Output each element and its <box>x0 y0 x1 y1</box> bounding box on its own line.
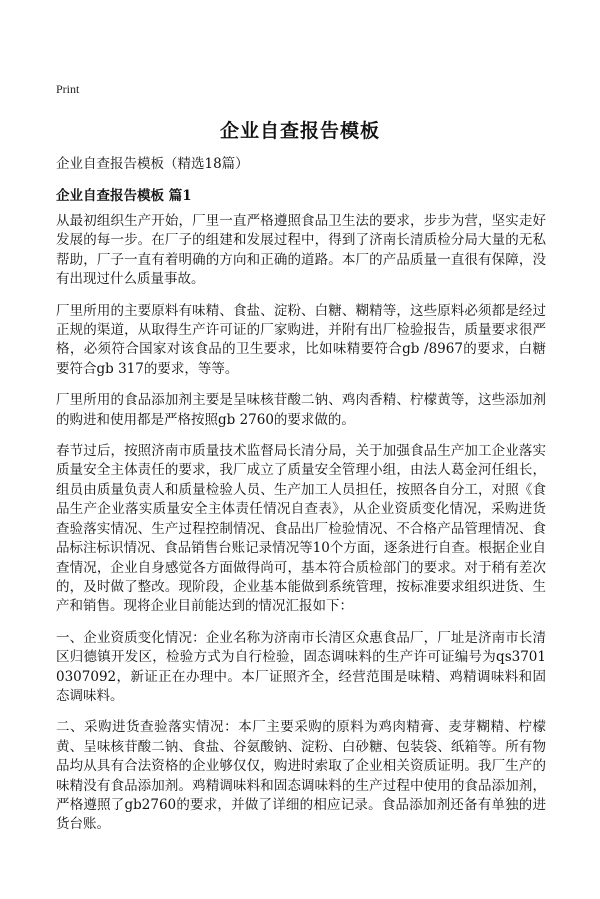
paragraph-2: 厂里所用的主要原料有味精、食盐、淀粉、白糖、糊精等，这些原料必须都是经过正规的渠道，从取得生产许可证的厂家购进，并附有出厂检验报告，质量要求很严格，必须符合国家对该食品的卫生要求，比如味精要符合gb /8967的要求，白糖要符合gb 317的要求，等等。 <box>56 302 546 377</box>
paragraph-6: 二、采购进货查验落实情况：本厂主要采购的原料为鸡肉精膏、麦芽糊精、柠檬黄、呈味核苷酸二钠、食盐、谷氨酸钠、淀粉、白砂糖、包装袋、纸箱等。所有物品均从具有合法资格的企业够仅仅，购进时索取了企业相关资质证明。我厂生产的味精没有食品添加剂。鸡精调味料和固态调味料的生产过程中使用的食品添加剂，严格遵照了gb2760的要求，并做了详细的相应记录。食品添加剂还备有单独的进货台账。 <box>56 719 546 833</box>
print-label: Print <box>56 82 80 96</box>
section-heading: 企业自查报告模板 篇1 <box>56 188 192 204</box>
document-title: 企业自查报告模板 <box>219 120 380 142</box>
body-text <box>56 212 546 847</box>
document-subtitle: 企业自查报告模板（精选18篇） <box>56 156 249 172</box>
paragraph-4: 春节过后，按照济南市质量技术监督局长清分局，关于加强食品生产加工企业落实质量安全主体责任的要求，我厂成立了质量安全管理小组，由法人葛金河任组长，组员由质量负责人和质量检验人员、生产加工人员担任，按照各自分工，对照《食品生产企业落实质量安全主体责任情况自查表》，从企业资质变化情况，采购进货查验落实情况、生产过程控制情况、食品出厂检验情况、不合格产品管理情况、食品标注标识情况、食品销售台账记录情况等10个方面，逐条进行自查。根据企业自查情况，企业自身感觉各方面做得尚可，基本符合质检部门的要求。对于稍有差次的，及时做了整改。现阶段，企业基本能做到系统管理，按标准要求组织进货、生产和销售。现将企业目前能达到的情况汇报如下： <box>56 443 546 615</box>
paragraph-3: 厂里所用的食品添加剂主要是呈味核苷酸二钠、鸡肉香精、柠檬黄等，这些添加剂的购进和使用都是严格按照gb 2760的要求做的。 <box>56 392 546 428</box>
paragraph-5: 一、企业资质变化情况：企业名称为济南市长清区众惠食品厂，厂址是济南市长清区归德镇开发区，检验方式为自行检验，固态调味料的生产许可证编号为qs37010307092，新证正在办理中。本厂证照齐全，经营范围是味精、鸡精调味料和固态调味料。 <box>56 629 546 704</box>
paragraph-1: 从最初组织生产开始，厂里一直严格遵照食品卫生法的要求，步步为营，坚实走好发展的每一步。在厂子的组建和发展过程中，得到了济南长清质检分局大量的无私帮助，厂子一直有着明确的方向和正确的道路。本厂的产品质量一直很有保障，没有出现过什么质量事故。 <box>56 213 546 288</box>
